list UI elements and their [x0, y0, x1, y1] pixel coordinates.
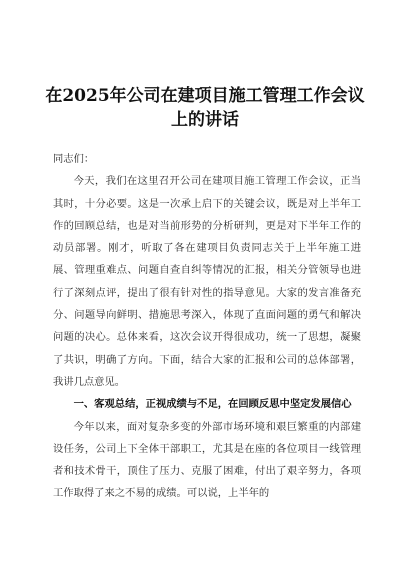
- document-body: [53, 148, 361, 505]
- section-heading: 一、客观总结，正视成绩与不足，在回顾反思中坚定发展信心: [73, 398, 352, 411]
- document-title: 在2025年公司在建项目施工管理工作会议上的讲话: [45, 86, 365, 130]
- section-paragraph: 今年以来，面对复杂多变的外部市场环境和艰巨繁重的内部建设任务，公司上下全体干部职工，尤其是在座的各位项目一线管理者和技术骨干，顶住了压力、克服了困难，付出了艰辛努力，各项工作取得了来之不易的成绩。可以说，上半年的: [53, 420, 361, 500]
- salutation: 同志们：: [53, 153, 95, 165]
- body-paragraph: 今天，我们在这里召开公司在建项目施工管理工作会议，正当其时，十分必要。这是一次承上启下的关键会议，既是对上半年工作的回顾总结，也是对当前形势的分析研判，更是对下半年工作的动员部署。刚才，听取了各在建项目负责同志关于上半年施工进展、管理重难点、问题自查自纠等情况的汇报，相关分管领导也进行了深刻点评，提出了很有针对性的指导意见。大家的发言准备充分、问题导向鲜明、措施思考深入，体现了直面问题的勇气和解决问题的决心。总体来看，这次会议开得很成功，统一了思想，凝聚了共识，明确了方向。下面，结合大家的汇报和公司的总体部署，我讲几点意见。: [53, 175, 361, 388]
